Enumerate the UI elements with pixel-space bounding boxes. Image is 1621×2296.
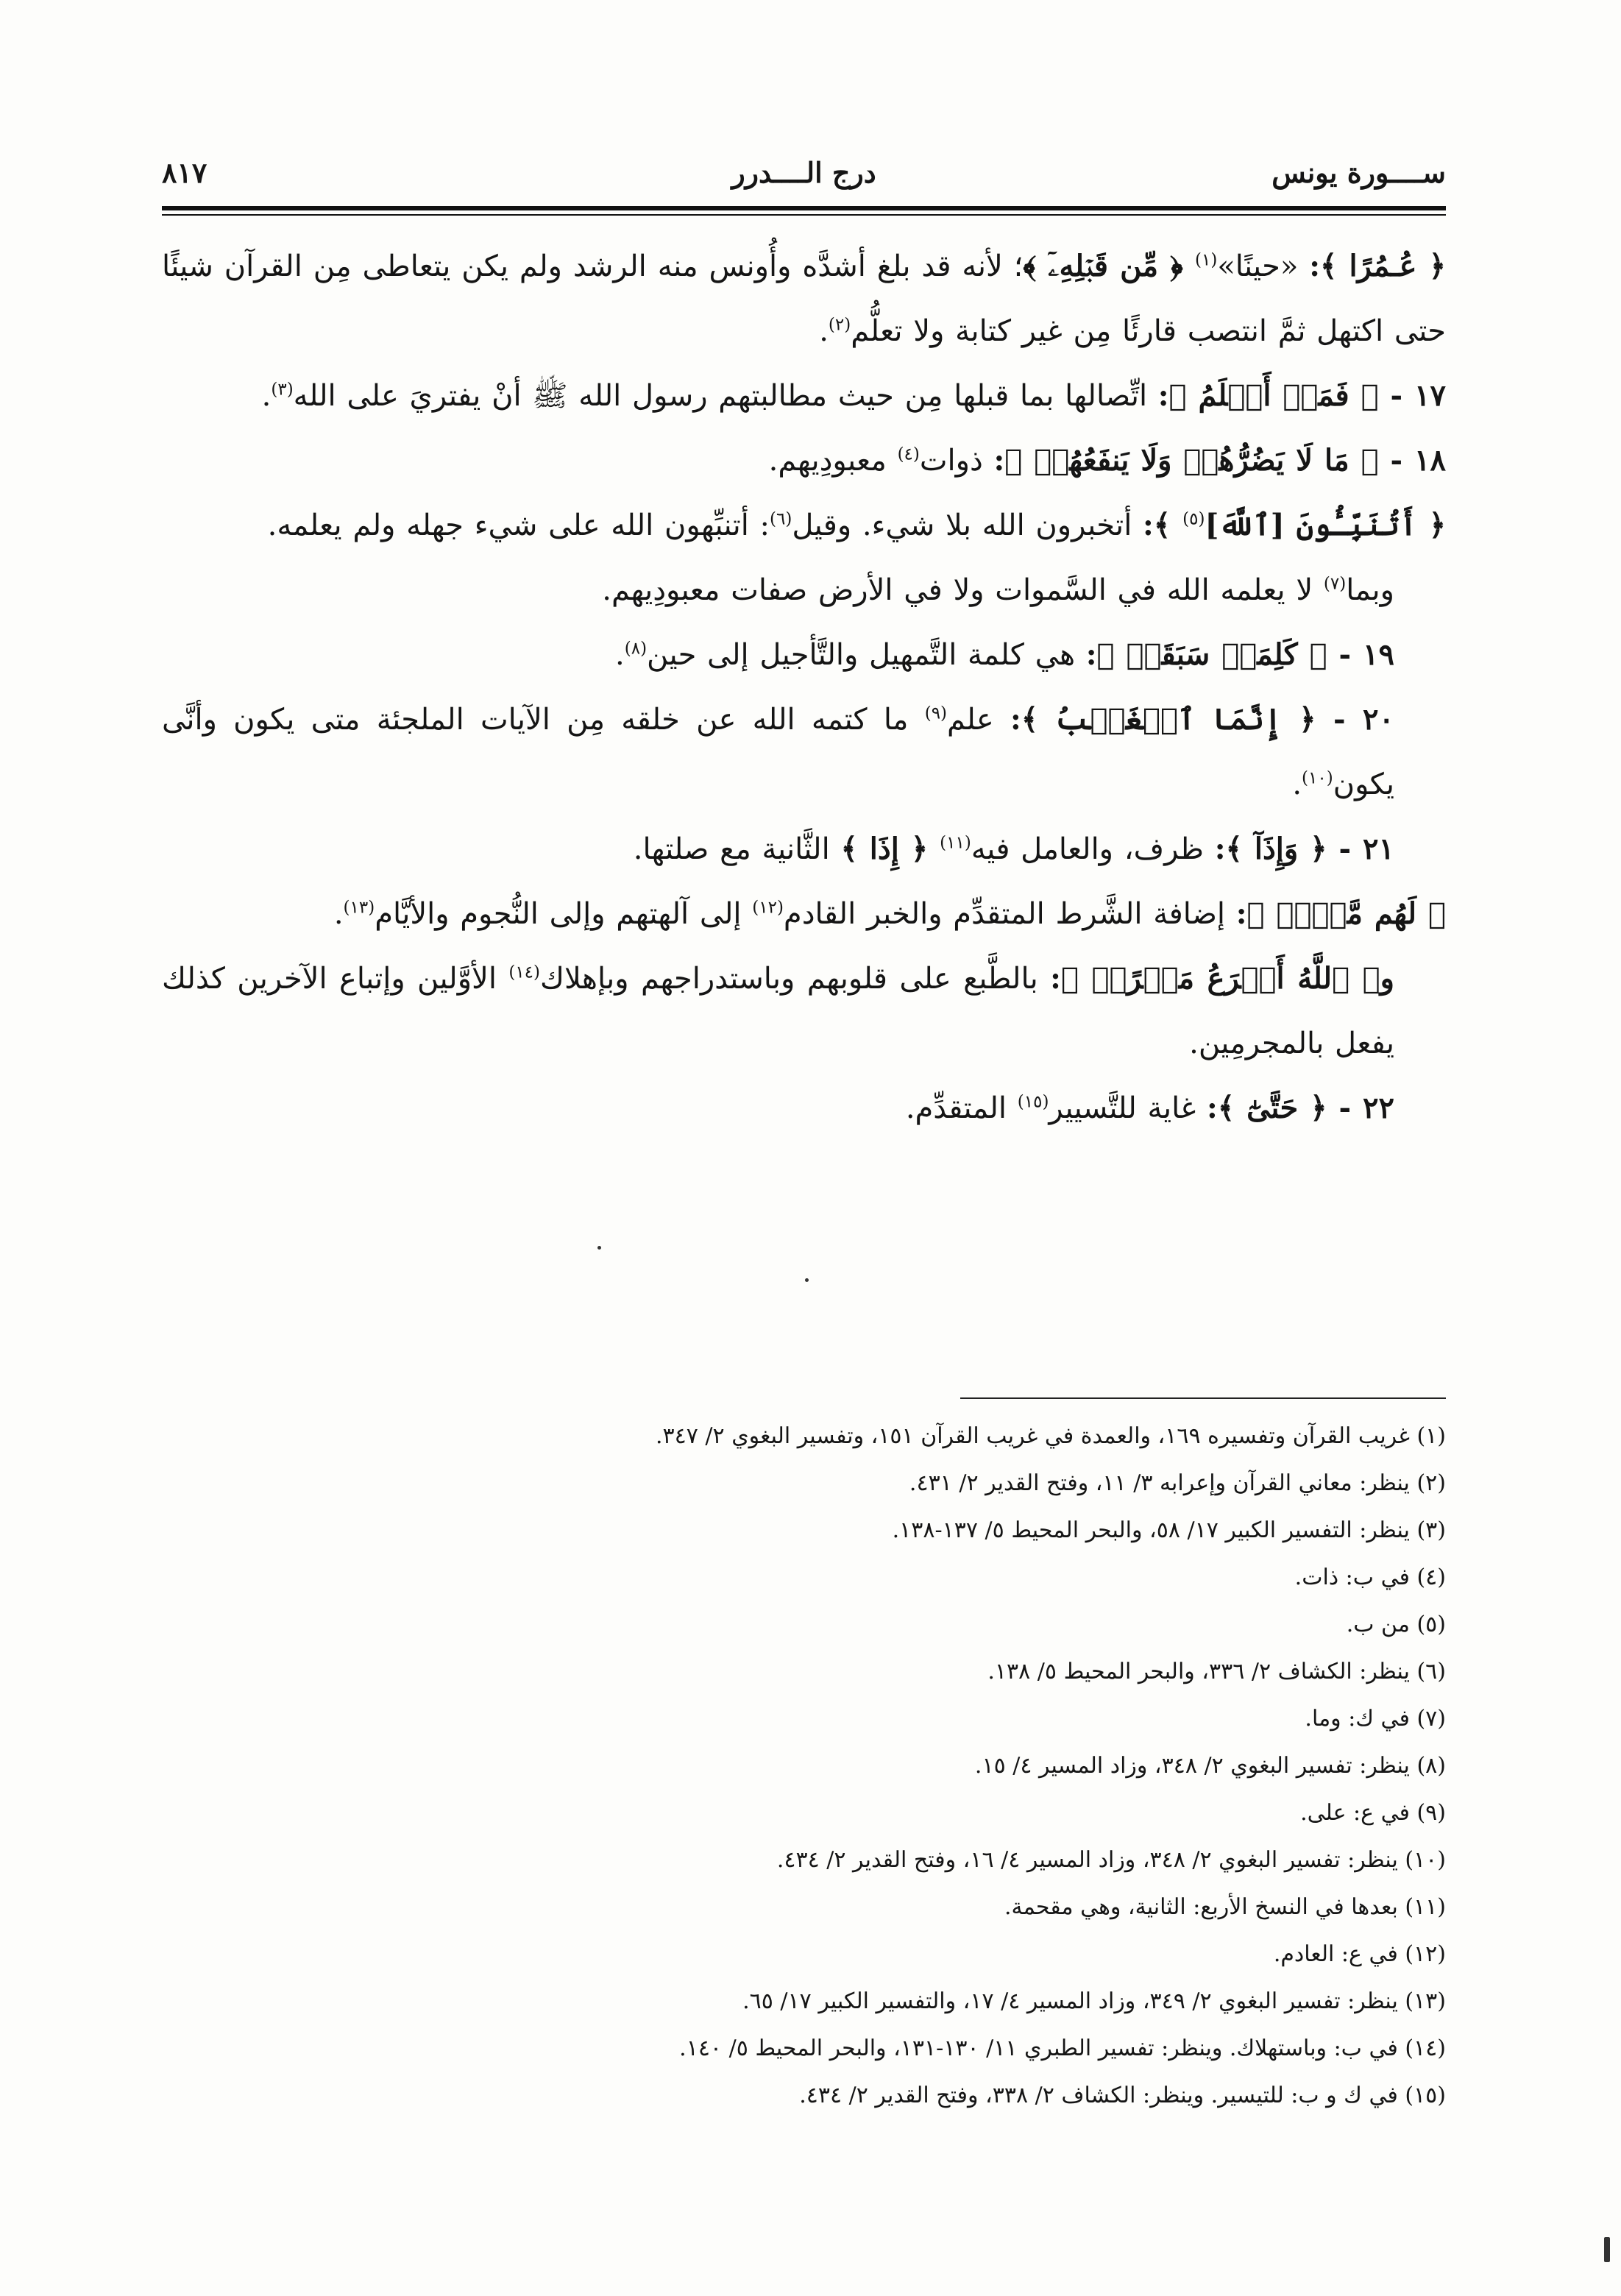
text: : أتنبِّهون الله على شيء جهله ولم يعلمه.: [267, 509, 770, 542]
text: .: [819, 314, 829, 348]
text: ذوات: [919, 444, 994, 478]
text: .: [1292, 768, 1302, 801]
quran-quote: ﴿ عُـمُرًا ﴾:: [1309, 249, 1447, 283]
footnote: (٥) من ب.: [1346, 1612, 1446, 1637]
footnote-ref[interactable]: (١٠): [1302, 768, 1333, 788]
text: هي كلمة التَّمهيل والتَّأجيل إلى حين: [647, 638, 1086, 672]
footnote-ref[interactable]: (٥): [1182, 509, 1205, 529]
footnote-ref[interactable]: (١): [1195, 250, 1218, 270]
footnote: (٧) في ك: وما.: [1305, 1706, 1446, 1732]
quran-quote: ﴿ مِّن قَبۡلِهِۦٓ ﴾: [1023, 249, 1195, 283]
paragraph: [162, 493, 1446, 558]
footnotes: [162, 1413, 1446, 2119]
footnote-ref[interactable]: (٩): [924, 704, 948, 723]
text: إضافة الشَّرط المتقدِّم والخبر القادم: [783, 897, 1236, 931]
text: غاية للتَّسيير: [1049, 1091, 1207, 1125]
text: ما كتمه الله عن خلقه مِن الآيات الملجئة متى يكون وأنَّى يكون: [162, 703, 1394, 801]
quran-quote: ﴿ لَهُم مَّكۡرٞ ﴾:: [1235, 896, 1446, 931]
paragraph: [162, 558, 1446, 623]
quran-quote: ٢١ - ﴿ وَإِذَآ ﴾:: [1214, 832, 1394, 866]
scan-speck: [1604, 2237, 1610, 2262]
scan-speck: [597, 1246, 601, 1250]
footnote: (١٣) ينظر: تفسير البغوي ٢/ ٣٤٩، وزاد المسير ٤/ ١٧، والتفسير الكبير ١٧/ ٦٥.: [742, 1988, 1446, 2014]
footnote-ref[interactable]: (١٣): [343, 898, 375, 918]
footnote-ref[interactable]: (٦): [770, 509, 792, 529]
body-text: [162, 234, 1446, 1141]
footnote-ref[interactable]: (٣): [271, 380, 294, 400]
paragraph: [162, 364, 1446, 428]
paragraph: [162, 882, 1446, 946]
footnote-ref[interactable]: (١٢): [752, 898, 784, 918]
surah-title: ســــورة يونس: [1271, 156, 1446, 189]
text: ؛ لأنه قد بلغ أشدَّه وأُونس منه الرشد ولم يكن يتعاطى مِن القرآن شيئًا حتى اكتهل ثمَّ انتصب قارئًا مِن غير كتابة ولا تعلُّم: [162, 249, 1446, 348]
footnote-ref[interactable]: (١١): [940, 833, 971, 853]
footnote: (١) غريب القرآن وتفسيره ١٦٩، والعمدة في غريب القرآن ١٥١، وتفسير البغوي ٢/ ٣٤٧.: [655, 1423, 1446, 1449]
quran-quote: ١٩ - ﴿ كَلِمَةٞ سَبَقَتۡ ﴾:: [1085, 637, 1394, 672]
footnote: (٣) ينظر: التفسير الكبير ١٧/ ٥٨، والبحر المحيط ٥/ ١٣٧-١٣٨.: [892, 1517, 1446, 1543]
text: اتِّصالها بما قبلها مِن حيث مطالبتهم رسول الله ﷺ أنْ يفتريَ على الله: [293, 379, 1158, 413]
footnote-ref[interactable]: (١٥): [1017, 1092, 1049, 1112]
text: معبودِيهم.: [768, 444, 898, 478]
text: المتقدِّم.: [905, 1091, 1018, 1125]
footnote: (١٠) ينظر: تفسير البغوي ٢/ ٣٤٨، وزاد المسير ٤/ ١٦، وفتح القدير ٢/ ٤٣٤.: [776, 1847, 1446, 1873]
scan-speck: [805, 1278, 809, 1282]
quran-quote: ٢٢ - ﴿ حَتَّىٰٓ ﴾:: [1206, 1091, 1394, 1125]
quran-quote: ﴿ أَتُنَبِّـُٔونَ [ٱللَّهَ]: [1205, 508, 1446, 542]
text: بالطَّبع على قلوبهم وباستدراجهم وبإهلاك: [540, 962, 1051, 996]
footnote: (١٢) في ع: العادم.: [1273, 1941, 1446, 1967]
header-rule: [162, 206, 1446, 210]
text: علم: [947, 703, 1011, 737]
paragraph: [162, 946, 1446, 1076]
paragraph: [162, 623, 1446, 687]
text: إلى آلهتهم وإلى النُّجوم والأيَّام: [375, 897, 753, 931]
text: الأوَّلين وإتباع الآخرين كذلك يفعل بالمجرمِين.: [162, 962, 1394, 1060]
text: ظرف، والعامل فيه: [971, 832, 1215, 866]
paragraph: [162, 817, 1446, 882]
text: .: [333, 897, 344, 931]
text: .: [261, 379, 272, 413]
quran-quote: ١٧ - ﴿ فَمَنۡ أَظۡلَمُ ﴾:: [1157, 378, 1446, 413]
footnote: (٩) في ع: على.: [1300, 1800, 1446, 1826]
paragraph: [162, 1076, 1446, 1141]
footnote-ref[interactable]: (٢): [828, 315, 851, 335]
paragraph: [162, 687, 1446, 817]
footnote: (١٥) في ك و ب: للتيسير. وينظر: الكشاف ٢/ ٣٣٨، وفتح القدير ٢/ ٤٣٤.: [799, 2083, 1446, 2108]
text: .: [615, 638, 625, 672]
quran-quote: ﴾:: [1143, 508, 1183, 542]
paragraph: [162, 428, 1446, 493]
quran-quote: و﴿ ٱللَّهُ أَسۡرَعُ مَكۡرًاۚ ﴾:: [1050, 961, 1394, 996]
footnote-ref[interactable]: (٤): [897, 444, 920, 464]
footnote: (٤) في ب: ذات.: [1294, 1565, 1446, 1590]
book-title: درج الــــدرر: [731, 156, 876, 189]
text: وبما: [1346, 573, 1394, 607]
footnote: (٢) ينظر: معاني القرآن وإعرابه ٣/ ١١، وفتح القدير ٢/ ٤٣١.: [909, 1470, 1446, 1496]
page-header: [162, 147, 1446, 205]
text: أتخبرون الله بلا شيء. وقيل: [792, 509, 1143, 542]
quran-quote: ﴿ إِذَا ﴾: [840, 832, 940, 866]
footnote: (١٤) في ب: وباستهلاك. وينظر: تفسير الطبري ١١/ ١٣٠-١٣١، والبحر المحيط ٥/ ١٤٠.: [679, 2035, 1446, 2061]
footnote: (٦) ينظر: الكشاف ٢/ ٣٣٦، والبحر المحيط ٥/ ١٣٨.: [987, 1659, 1446, 1684]
footnote: (٨) ينظر: تفسير البغوي ٢/ ٣٤٨، وزاد المسير ٤/ ١٥.: [974, 1753, 1446, 1779]
footnote: (١١) بعدها في النسخ الأربع: الثانية، وهي مقحمة.: [1004, 1894, 1446, 1920]
text: لا يعلمه الله في السَّموات ولا في الأرض صفات معبودِيهم.: [602, 573, 1324, 607]
page-number: ٨١٧: [162, 156, 207, 189]
text: الثَّانية مع صلتها.: [633, 832, 841, 866]
header-rule-thin: [162, 214, 1446, 216]
footnote-ref[interactable]: (٨): [624, 639, 648, 659]
text: «حينًا»: [1217, 249, 1310, 283]
footnote-ref[interactable]: (١٤): [508, 963, 541, 982]
quran-quote: ٢٠ - ﴿ إِنَّمَا ٱلۡغَيۡبُ ﴾:: [1010, 702, 1395, 737]
footnote-ref[interactable]: (٧): [1323, 574, 1347, 594]
quran-quote: ١٨ - ﴿ مَا لَا يَضُرُّهُمۡ وَلَا يَنفَعُهُمۡ ﴾:: [993, 443, 1446, 478]
paragraph: [162, 234, 1446, 364]
footnote-separator: [960, 1397, 1446, 1399]
